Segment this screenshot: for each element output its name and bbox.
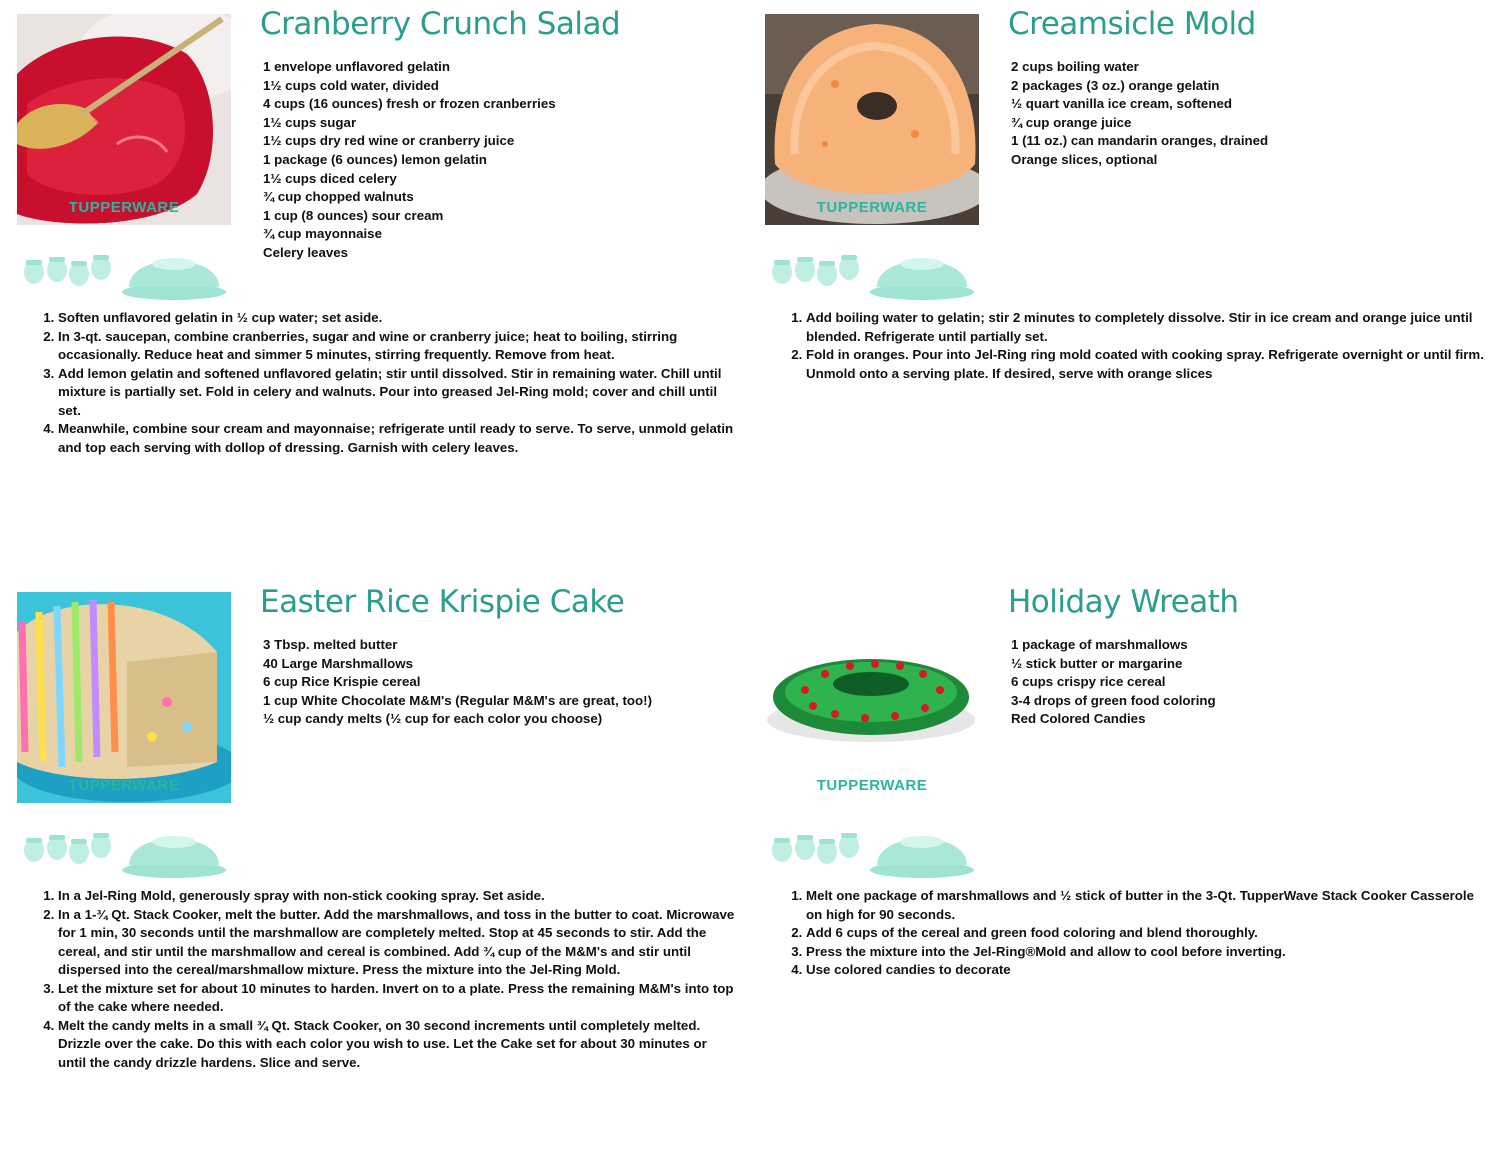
ingredient: ¾ cup mayonnaise [263, 226, 382, 242]
containers-image [767, 242, 977, 302]
recipe-card-easter [17, 584, 741, 1152]
ingredient: 1 package (6 ounces) lemon gelatin [263, 151, 487, 167]
recipe-card-cranberry [17, 6, 741, 574]
instruction-step: 2. Fold in oranges. Pour into Jel-Ring ring mold coated with cooking spray. Refrigerate overnight or until firm. Unmold onto a serving plate. If desired, serve with orange slices [806, 346, 1486, 383]
ingredient: 1½ cups cold water, divided [263, 77, 439, 93]
instruction-step: 2. Add 6 cups of the cereal and green food coloring and blend thoroughly. [806, 924, 1486, 943]
recipe-title: Creamsicle Mold [1008, 6, 1256, 42]
instruction-step: 4. Use colored candies to decorate [806, 961, 1486, 980]
ingredient: 1½ cups dry red wine or cranberry juice [263, 133, 515, 149]
ingredient-list [1011, 636, 1216, 729]
ingredient: 2 packages (3 oz.) orange gelatin [1011, 77, 1220, 93]
instruction-list [790, 309, 1486, 383]
ingredient: 2 cups boiling water [1011, 59, 1139, 74]
tupperware-watermark: TUPPERWARE [68, 777, 180, 794]
instruction-step: 4. Melt the candy melts in a small ¾ Qt. Stack Cooker, on 30 second increments until completely melted. Drizzle over the cake. Do this with each color you wish to use. Let the Cake set for about 30 minutes or until the candy drizzle hardens. Slice and serve. [58, 1017, 738, 1073]
ingredient: 1 envelope unflavored gelatin [263, 59, 450, 74]
ingredient: ½ cup candy melts (½ cup for each color you choose) [263, 711, 603, 727]
ingredient: 1 cup White Chocolate M&M's (Regular M&M's are great, too!) [263, 692, 653, 708]
recipe-title: Holiday Wreath [1008, 584, 1239, 620]
ingredient: 1 cup (8 ounces) sour cream [263, 207, 444, 223]
ingredient: 1½ cups diced celery [263, 170, 397, 186]
recipe-title: Cranberry Crunch Salad [260, 6, 621, 42]
ingredient: 3 Tbsp. melted butter [263, 637, 398, 652]
instruction-step: 3. Let the mixture set for about 10 minutes to harden. Invert on to a plate. Press the remaining M&M's into top of the cake where needed. [58, 980, 738, 1017]
ingredient: ½ quart vanilla ice cream, softened [1011, 96, 1232, 112]
holiday-wreath-photo [765, 642, 979, 752]
ingredient: 40 Large Marshmallows [263, 655, 414, 671]
instruction-step: 1. Soften unflavored gelatin in ½ cup water; set aside. [58, 309, 738, 328]
instruction-list [42, 887, 738, 1072]
ingredient: ½ stick butter or margarine [1011, 655, 1183, 671]
instruction-step: 1. Melt one package of marshmallows and ½ stick of butter in the 3-Qt. TupperWave Stack Cooker Casserole on high for 90 seconds. [806, 887, 1486, 924]
instruction-list [790, 887, 1486, 980]
ingredient-list [263, 58, 556, 263]
ingredient-list [1011, 58, 1268, 170]
instruction-step: 1. Add boiling water to gelatin; stir 2 minutes to completely dissolve. Stir in ice cream and orange juice until blended. Refrigerate until partially set. [806, 309, 1486, 346]
recipe-card-holiday-wreath [765, 584, 1489, 1152]
ingredient: ¾ cup orange juice [1011, 114, 1132, 130]
tupperware-watermark: TUPPERWARE [816, 199, 928, 216]
tupperware-logo: TUPPERWARE [816, 777, 928, 794]
instruction-step: 1. In a Jel-Ring Mold, generously spray with non-stick cooking spray. Set aside. [58, 887, 738, 906]
ingredient: ¾ cup chopped walnuts [263, 189, 414, 205]
ingredient: 6 cups crispy rice cereal [1011, 674, 1166, 690]
ingredient: Orange slices, optional [1011, 151, 1158, 167]
instruction-step: 3. Press the mixture into the Jel-Ring®Mold and allow to cool before inverting. [806, 943, 1486, 962]
instruction-step: 2. In a 1-¾ Qt. Stack Cooker, melt the butter. Add the marshmallows, and toss in the butter to coat. Microwave for 1 min, 30 seconds until the marshmallow are completely melted. Stop at 45 seconds to stir. Add the cereal, and stir until the marshmallow and cereal is combined. Add ¾ cup of the M&M's and stir until dispersed into the cereal/marshmallow mixture. Press the mixture into the Jel-Ring Mold. [58, 906, 738, 980]
containers-image [19, 242, 229, 302]
cranberry-salad-photo [17, 14, 231, 225]
creamsicle-mold-photo [765, 14, 979, 225]
ingredient: Celery leaves [263, 244, 349, 260]
instruction-list [42, 309, 738, 457]
ingredient: 4 cups (16 ounces) fresh or frozen cranberries [263, 96, 556, 112]
recipe-title: Easter Rice Krispie Cake [260, 584, 625, 620]
instruction-step: 3. Add lemon gelatin and softened unflavored gelatin; stir until dissolved. Stir in remaining water. Chill until mixture is partially set. Fold in celery and walnuts. Pour into greased Jel-Ring mold; cover and chill until set. [58, 365, 738, 421]
instruction-step: 4. Meanwhile, combine sour cream and mayonnaise; refrigerate until ready to serve. To serve, unmold gelatin and top each serving with dollop of dressing. Garnish with celery leaves. [58, 420, 738, 457]
ingredient: 6 cup Rice Krispie cereal [263, 674, 421, 690]
ingredient: 3-4 drops of green food coloring [1011, 692, 1216, 708]
ingredient: 1 (11 oz.) can mandarin oranges, drained [1011, 133, 1269, 149]
easter-cake-photo [17, 592, 231, 803]
recipe-card-creamsicle [765, 6, 1489, 574]
instruction-step: 2. In 3-qt. saucepan, combine cranberries, sugar and wine or cranberry juice; heat to boiling, stirring occasionally. Reduce heat and simmer 5 minutes, stirring frequently. Remove from heat. [58, 328, 738, 365]
ingredient: 1 package of marshmallows [1011, 637, 1188, 652]
ingredient: Red Colored Candies [1011, 711, 1146, 727]
containers-image [767, 820, 977, 880]
ingredient-list [263, 636, 652, 729]
containers-image [19, 820, 229, 880]
tupperware-watermark: TUPPERWARE [68, 199, 180, 216]
ingredient: 1½ cups sugar [263, 114, 357, 130]
